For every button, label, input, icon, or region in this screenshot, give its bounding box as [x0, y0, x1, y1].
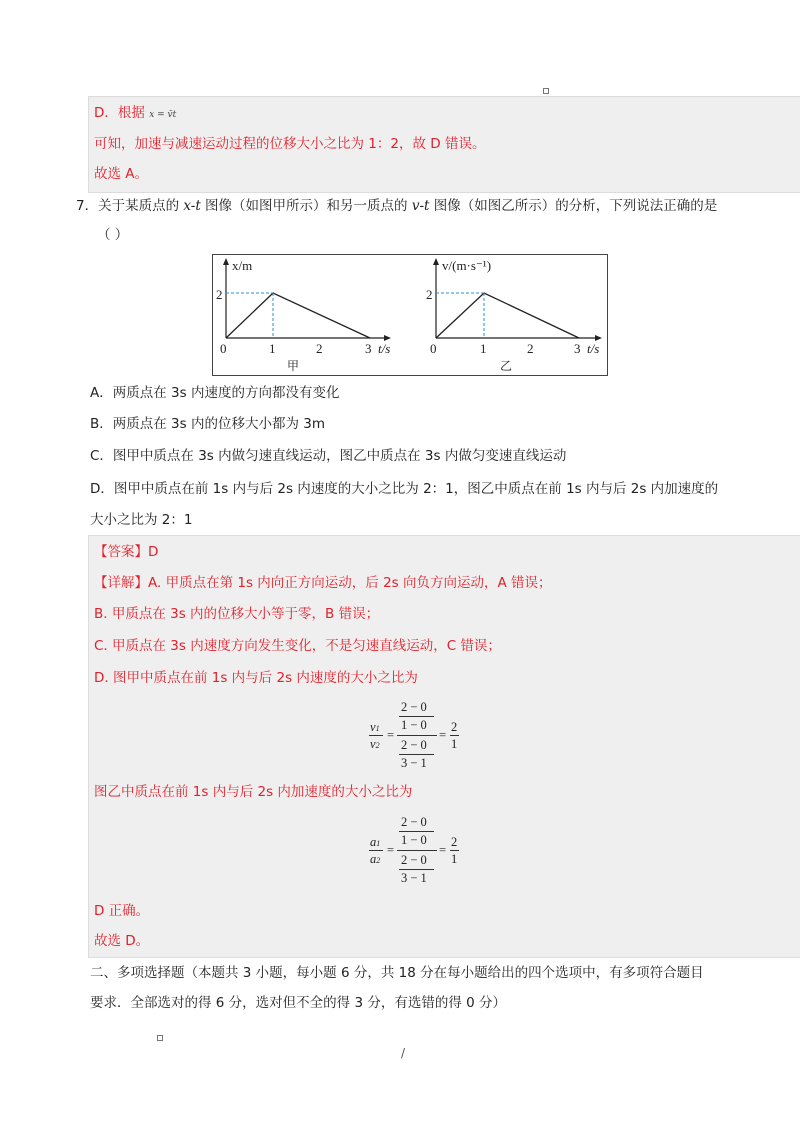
- answer-line: [94, 543, 158, 561]
- eq1-lhs-rule: [369, 735, 383, 736]
- eq2-equals-2: =: [439, 843, 447, 857]
- eq2-lhs-bot-sub: 2: [376, 856, 381, 865]
- eq1-rhs-bot: 1: [451, 737, 458, 751]
- paragraph-mark-top: [543, 88, 549, 94]
- xt-tick-1: 1: [269, 341, 276, 356]
- prev-answer-d-line: [94, 104, 176, 124]
- detail-line-d-correct: D 正确。: [94, 903, 150, 919]
- eq1-n-rule: [399, 716, 434, 717]
- detail-tag: 【详解】: [94, 575, 148, 591]
- vt-tick-1: 1: [480, 341, 487, 356]
- xt-xlabel: t/s: [378, 341, 391, 356]
- eq2-n-den: 1 − 0: [401, 833, 427, 847]
- vt-tick-0: 0: [430, 341, 437, 356]
- eq1-d-rule: [399, 754, 434, 755]
- prev-answer-choose: 故选 A。: [94, 166, 149, 182]
- eq2-lhs-top-var: a: [370, 835, 377, 849]
- eq1-lhs-top-var: v: [370, 720, 376, 734]
- detail-a-text: A. 甲质点在第 1s 内向正方向运动，后 2s 向负方向运动，A 错误；: [148, 575, 552, 591]
- stem-vt: v-t: [411, 198, 430, 214]
- previous-answer-box: [88, 96, 800, 193]
- detail-line-e: 图乙中质点在前 1s 内与后 2s 内加速度的大小之比为: [94, 784, 413, 800]
- vt-tick-3: 3: [574, 341, 581, 356]
- eq1-main-rule: [397, 735, 437, 736]
- eq2-d-num: 2 − 0: [401, 853, 427, 867]
- stem-part-1: 关于某质点的: [98, 198, 184, 214]
- eq2-n-num: 2 − 0: [401, 815, 427, 829]
- vt-ylabel: v/(m·s⁻¹): [442, 258, 492, 273]
- eq2-lhs-bot-var: a: [370, 852, 377, 866]
- detail-line-b: B. 甲质点在 3s 内的位移大小等于零，B 错误；: [94, 606, 380, 622]
- acceleration-ratio-equation: [368, 813, 458, 891]
- detail-line-a: [94, 574, 552, 592]
- eq1-lhs-bot-var: v: [370, 737, 376, 751]
- eq1-lhs-bot: [370, 737, 380, 752]
- prev-answer-d-prefix: D．根据: [94, 105, 145, 121]
- answer-7-box: [88, 535, 800, 958]
- paragraph-mark-bottom: [157, 1035, 163, 1041]
- option-a: A．两质点在 3s 内速度的方向都没有变化: [90, 385, 340, 401]
- eq2-lhs-top: [370, 835, 380, 850]
- xt-caption: 甲: [287, 359, 300, 373]
- eq2-d-den: 3 − 1: [401, 871, 427, 885]
- eq1-d-num: 2 − 0: [401, 738, 427, 752]
- vt-xlabel: t/s: [587, 341, 600, 356]
- answer-value: D: [148, 544, 159, 560]
- prev-answer-formula: x = v̄t: [149, 110, 177, 120]
- question-7-stem: [76, 197, 717, 215]
- eq2-lhs-bot: [370, 852, 380, 867]
- eq1-n-den: 1 − 0: [401, 718, 427, 732]
- section-2-heading-line-2: 要求．全部选对的得 6 分，选对但不全的得 3 分，有选错的得 0 分）: [90, 995, 507, 1011]
- eq2-rhs-bot: 1: [451, 852, 458, 866]
- question-number: 7．: [76, 198, 99, 214]
- question-7-answer-paren: （ ）: [97, 227, 129, 243]
- motion-graphs-figure: [212, 254, 608, 376]
- eq2-lhs-rule: [369, 850, 383, 851]
- xt-tick-3: 3: [365, 341, 372, 356]
- page-footer-slash: /: [401, 1046, 406, 1060]
- eq2-n-rule: [399, 831, 434, 832]
- stem-part-3: 图像（如图乙所示）的分析，下列说法正确的是: [429, 198, 718, 214]
- velocity-ratio-equation: [368, 698, 458, 776]
- stem-part-2: 图像（如图甲所示）和另一质点的: [200, 198, 412, 214]
- option-d-continued: 大小之比为 2：1: [90, 512, 193, 528]
- eq2-rhs-top: 2: [451, 835, 458, 849]
- xt-tick-0: 0: [220, 341, 227, 356]
- eq2-rhs-rule: [450, 850, 459, 851]
- option-d: D．图甲中质点在前 1s 内与后 2s 内速度的大小之比为 2：1，图乙中质点在前 1s 内与后 2s 内加速度的: [90, 481, 719, 497]
- xt-tick-y: 2: [216, 287, 223, 302]
- option-b: B．两质点在 3s 内的位移大小都为 3m: [90, 416, 325, 432]
- option-c: C．图甲中质点在 3s 内做匀速直线运动，图乙中质点在 3s 内做匀变速直线运动: [90, 448, 567, 464]
- eq1-equals-1: =: [387, 728, 395, 742]
- eq2-equals-1: =: [387, 843, 395, 857]
- vt-caption: 乙: [500, 359, 513, 373]
- eq1-equals-2: =: [439, 728, 447, 742]
- vt-tick-2: 2: [527, 341, 534, 356]
- answer-tag: 【答案】: [94, 544, 148, 560]
- eq2-d-rule: [399, 869, 434, 870]
- vt-tick-y: 2: [426, 287, 433, 302]
- xt-tick-2: 2: [316, 341, 323, 356]
- eq1-rhs-top: 2: [451, 720, 458, 734]
- detail-line-choose: 故选 D。: [94, 933, 150, 949]
- eq2-lhs-top-sub: 1: [376, 839, 381, 848]
- eq1-rhs-rule: [450, 735, 459, 736]
- eq1-d-den: 3 − 1: [401, 756, 427, 770]
- stem-xt: x-t: [183, 198, 201, 214]
- eq1-lhs-bot-sub: 2: [375, 741, 380, 750]
- section-2-heading-line-1: 二、多项选择题（本题共 3 小题，每小题 6 分，共 18 分在每小题给出的四个选项中，有多项符合题目: [90, 965, 704, 981]
- detail-line-d: D. 图甲中质点在前 1s 内与后 2s 内速度的大小之比为: [94, 670, 418, 686]
- eq2-main-rule: [397, 850, 437, 851]
- eq1-lhs-top: [370, 720, 380, 735]
- detail-line-c: C. 甲质点在 3s 内速度方向发生变化，不是匀速直线运动，C 错误；: [94, 638, 501, 654]
- eq1-n-num: 2 − 0: [401, 700, 427, 714]
- prev-answer-conclusion: 可知，加速与减速运动过程的位移大小之比为 1：2，故 D 错误。: [94, 136, 486, 152]
- xt-ylabel: x/m: [232, 258, 253, 273]
- eq1-lhs-top-sub: 1: [375, 724, 380, 733]
